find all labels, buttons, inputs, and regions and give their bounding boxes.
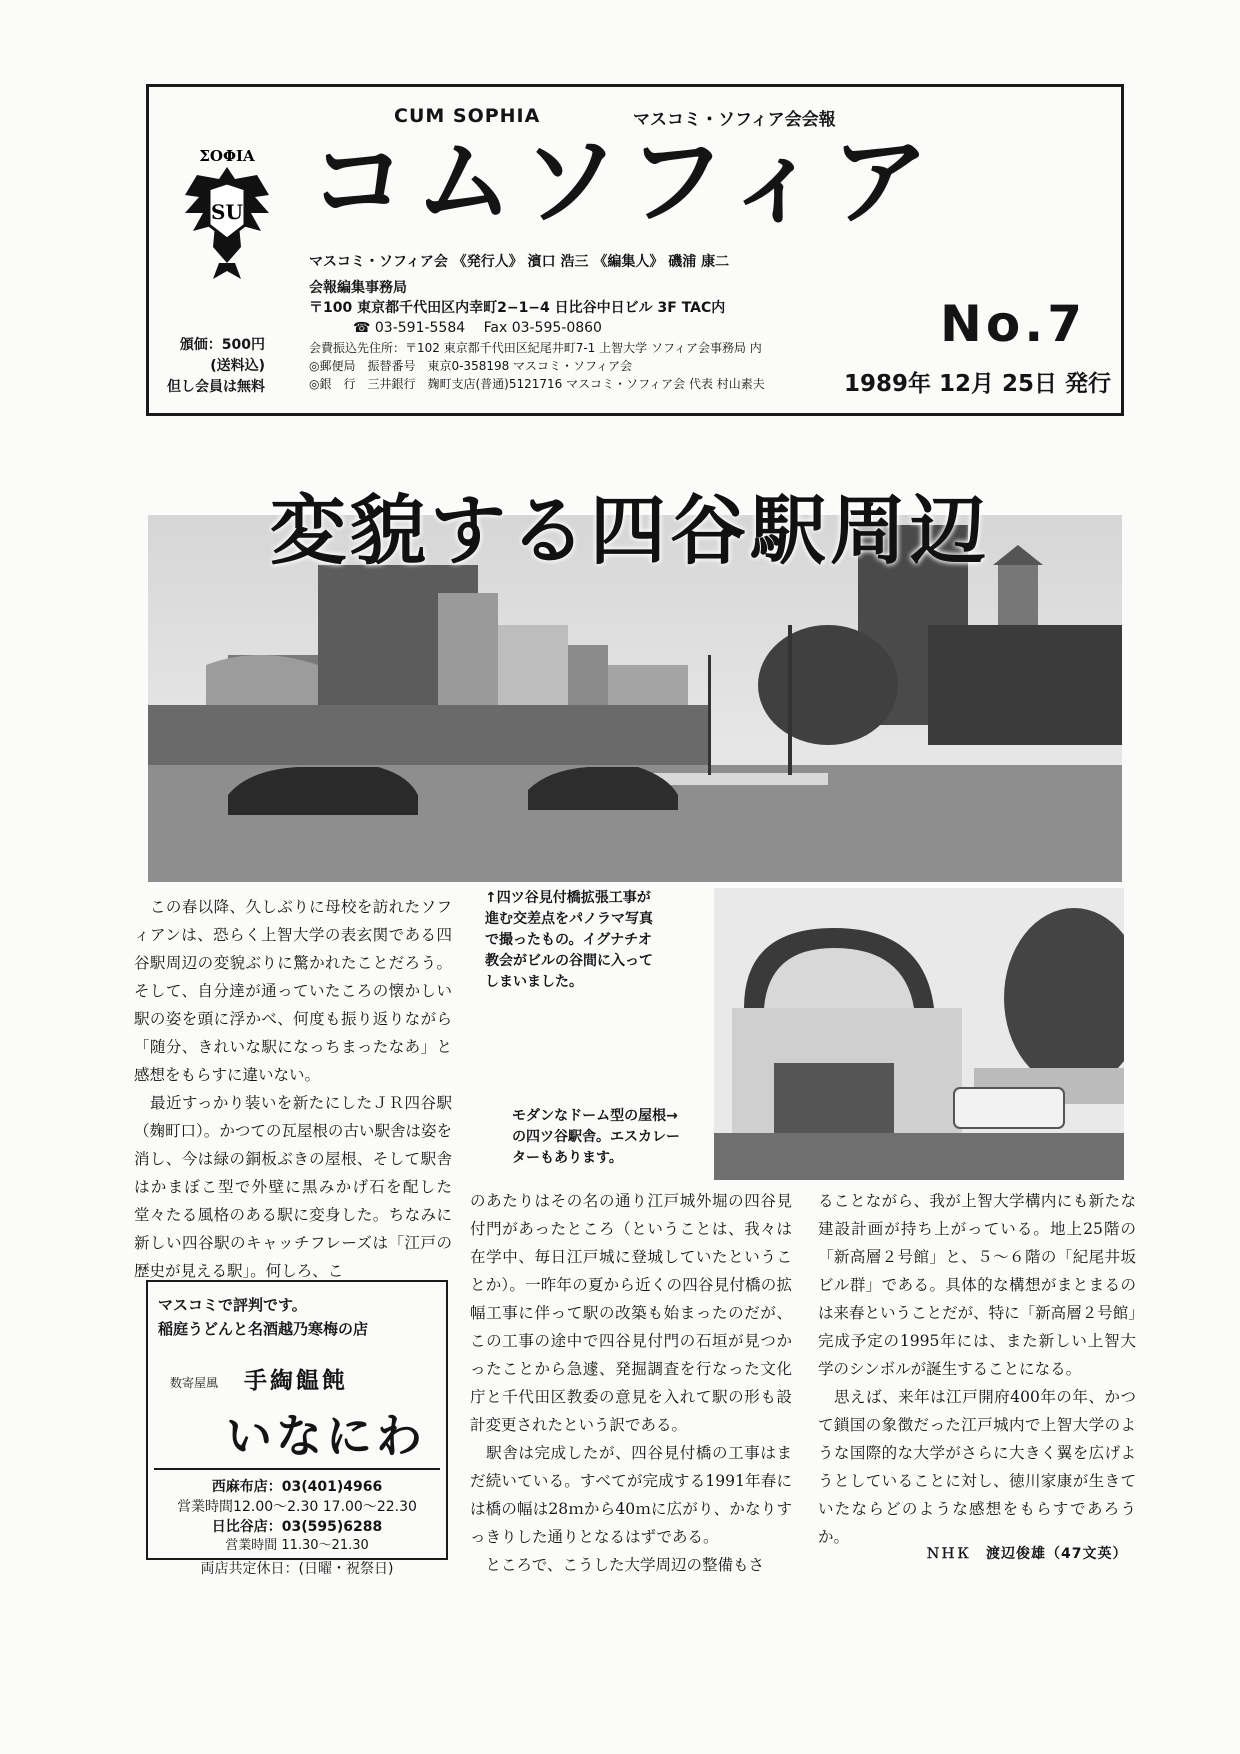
ad-style: 数寄屋風 (170, 1376, 219, 1390)
phone-fax: ☎ 03-591-5584 Fax 03-595-0860 (353, 320, 602, 336)
publisher-line: マスコミ・ソフィア会 《発行人》 濱口 浩三 《編集人》 磯浦 康二 (309, 254, 730, 270)
paragraph: ところで、こうした大学周辺の整備もさ (470, 1556, 765, 1574)
station-caption: モダンなドーム型の屋根→ の四ツ谷駅舎。エスカレー ターもあります。 (512, 1108, 680, 1166)
paragraph: この春以降、久しぶりに母校を訪れたソフィアンは、恐らく上智大学の表玄関である四谷駅周辺の変貌ぶりに驚かれたことだろう。そして、自分達が通っていたころの懐かしい駅の姿を頭に浮かべ、何度も振り返りながら「随分、きれいな駅になっちまったなあ」と感想をもらすに違いない。 (134, 898, 452, 1084)
crest-monogram: SU (211, 200, 243, 224)
postal-account: ◎郵便局 振替番号 東京0-358198 マスコミ・ソフィア会 (309, 359, 633, 373)
ad-holiday: 両店共定休日：(日曜・祝祭日) (200, 1561, 394, 1577)
article-column-3 (818, 1187, 1136, 1551)
masthead (146, 84, 1124, 416)
ad-hibiya-hours: 営業時間 11.30〜21.30 (225, 1538, 369, 1553)
issue-number: No.7 (940, 295, 1086, 353)
price-line: 但し会員は無料 (167, 379, 265, 395)
price-line: (送料込) (210, 358, 265, 374)
bank-account: ◎銀 行 三井銀行 麹町支店(普通)5121716 マスコミ・ソフィア会 代表 村山素夫 (309, 377, 765, 391)
ad-hibiya: 日比谷店：03(595)6288 (211, 1519, 383, 1535)
latin-title: CUM SOPHIA (394, 105, 541, 127)
divider (154, 1468, 440, 1470)
paragraph: 駅舎は完成したが、四谷見付橋の工事はまだ続いている。すべてが完成する1991年春には橋の幅は28ｍから40ｍに広がり、かなりすっきりした通りとなるはずである。 (470, 1444, 792, 1546)
paragraph: 思えば、来年は江戸開府400年の年、かつて鎖国の象徴だった江戸城内で上智大学のような国際的な大学がさらに大きく翼を広げようとしていることに対し、徳川家康が生きていたならどのような感想をもらすであろうか。 (818, 1388, 1136, 1546)
article-column-1 (134, 893, 452, 1285)
panorama-caption: ↑四ツ谷見付橋拡張工事が 進む交差点をパノラマ写真 で撮ったもの。イグナチオ 教会がビルの谷間に入って しまいました。 (485, 890, 653, 990)
price-block (155, 335, 265, 398)
crest-text: ΣΟΦΙΑ (199, 147, 255, 165)
author-signature: ＮＨＫ 渡辺俊雄（47文英） (926, 1546, 1128, 1562)
masthead-subtitle: マスコミ・ソフィア会会報 (633, 110, 836, 130)
ad-nishiazabu-hours: 営業時間12.00〜2.30 17.00〜22.30 (177, 1499, 417, 1515)
paragraph: のあたりはその名の通り江戸城外堀の四谷見付門があったところ（ということは、我々は在学中、毎日江戸城に登城していたということか）。一昨年の夏から近くの四谷見付橋の拡幅工事に伴って駅の改築も始まったのだが、この工事の途中で四谷見付門の石垣が見つかったことから急遽、発掘調査を行なった文化庁と千代田区教委の意見を入れて駅の形も設計変更されたという訳である。 (470, 1192, 792, 1434)
ad-tagline: マスコミで評判です。 (158, 1296, 307, 1314)
issue-date: 1989年 12月 25日 発行 (844, 371, 1112, 397)
office-label: 会報編集事務局 (309, 280, 407, 296)
paragraph: 最近すっかり装いを新たにしたＪＲ四谷駅（麹町口）。かつての瓦屋根の古い駅舎は姿を消し、今は緑の銅板ぶきの屋根、そして駅舎はかまぼこ型で外壁に黒みかげ石を配した堂々たる風格のある駅に変身した。ちなみに新しい四谷駅のキャッチフレーズは「江戸の歴史が見える駅」。何しろ、こ (134, 1094, 452, 1280)
sophia-crest-icon (179, 139, 275, 289)
ad-nishiazabu: 西麻布店：03(401)4966 (211, 1479, 383, 1495)
paragraph: ることながら、我が上智大学構内にも新たな建設計画が持ち上がっている。地上25階の「新高層２号館」と、５〜６階の「紀尾井坂ビル群」である。具体的な構想がまとまるのは来春ということだが、特に「新高層２号館」完成予定の1995年には、また新しい上智大学のシンボルが誕生することになる。 (818, 1192, 1136, 1378)
ad-description: 稲庭うどんと名酒越乃寒梅の店 (158, 1320, 369, 1338)
station-photo (714, 888, 1124, 1180)
article-column-2 (470, 1187, 792, 1579)
price-line: 頒価：500円 (179, 337, 265, 353)
dues-address: 会費振込先住所：〒102 東京都千代田区紀尾井町7-1 上智大学 ソフィア会事務局 内 (309, 341, 762, 355)
restaurant-ad (146, 1280, 448, 1560)
article-headline: 変貌する四谷駅周辺 (270, 486, 990, 575)
office-address: 〒100 東京都千代田区内幸町2−1−4 日比谷中日ビル 3F TAC内 (309, 300, 726, 316)
ad-dish: 手綯饂飩 (244, 1367, 348, 1394)
newsletter-title: コムソフィア (309, 125, 938, 239)
ad-shop-name: いなにわ (226, 1409, 426, 1463)
